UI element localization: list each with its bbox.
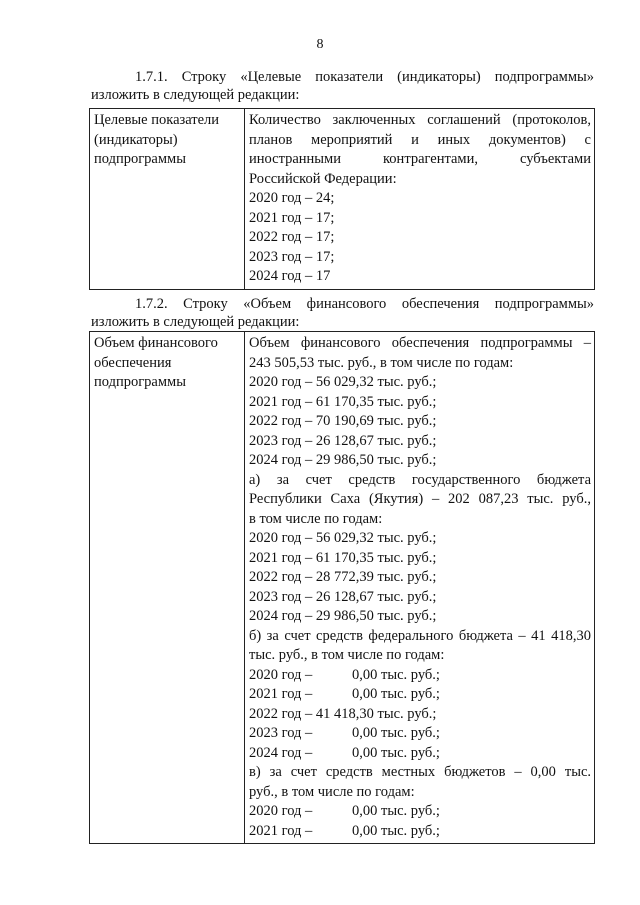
paragraph-line: 1.7.2. Строку «Объем финансового обеспечения подпрограммы» <box>135 296 594 312</box>
year-amount: 0,00 тыс. руб.; <box>352 725 440 741</box>
paragraph-line: изложить в следующей редакции: <box>91 314 300 330</box>
year-line <box>249 705 591 725</box>
year-label: 2020 год – <box>249 666 313 683</box>
value-line: 2023 год – 17; <box>249 248 335 265</box>
year-label: 2022 год – 41 418,30 тыс. руб.; <box>249 705 437 722</box>
paragraph-line: изложить в следующей редакции: <box>91 87 300 103</box>
indicators-table <box>89 108 595 290</box>
value-line: Количество заключенных соглашений (протоколов, <box>249 112 591 128</box>
value-line: 2024 год – 17 <box>249 268 331 284</box>
value-line: 2020 год – 56 029,32 тыс. руб.; <box>249 530 437 546</box>
value-line: 243 505,53 тыс. руб., в том числе по годам: <box>249 354 514 371</box>
year-line <box>249 744 591 764</box>
value-line: 2022 год – 17; <box>249 229 335 245</box>
row-label-line: подпрограммы <box>94 151 186 167</box>
paragraph-line: 1.7.1. Строку «Целевые показатели (индикаторы) подпрограммы» <box>135 69 594 85</box>
value-line: тыс. руб., в том числе по годам: <box>249 647 445 663</box>
year-label: 2021 год – <box>249 686 313 702</box>
value-line: 2024 год – 29 986,50 тыс. руб.; <box>249 452 437 468</box>
value-line: 2022 год – 28 772,39 тыс. руб.; <box>249 569 437 585</box>
value-line: планов мероприятий и иных документов) с <box>249 131 591 148</box>
row-value-cell <box>245 332 595 844</box>
row-label-line: обеспечения <box>94 354 172 371</box>
year-label: 2021 год – <box>249 822 313 839</box>
value-line: б) за счет средств федерального бюджета – 41 418,30 <box>249 627 591 644</box>
year-line <box>249 802 591 822</box>
value-line: 2021 год – 61 170,35 тыс. руб.; <box>249 393 437 410</box>
value-line: а) за счет средств государственного бюджета <box>249 471 591 488</box>
year-amount: 0,00 тыс. руб.; <box>352 686 440 702</box>
value-line: руб., в том числе по годам: <box>249 783 415 800</box>
year-line <box>249 666 591 686</box>
row-label-line: Объем финансового <box>94 335 218 351</box>
value-line: 2024 год – 29 986,50 тыс. руб.; <box>249 608 437 624</box>
value-line: в том числе по годам: <box>249 510 383 527</box>
year-amount: 0,00 тыс. руб.; <box>352 744 440 761</box>
value-line: Российской Федерации: <box>249 170 397 187</box>
year-line <box>249 822 591 842</box>
row-label-line: Целевые показатели <box>94 112 220 128</box>
value-line: в) за счет средств местных бюджетов – 0,00 тыс. <box>249 764 591 780</box>
value-line: 2020 год – 24; <box>249 190 335 206</box>
value-line: 2020 год – 56 029,32 тыс. руб.; <box>249 374 437 390</box>
row-label-line: (индикаторы) <box>94 131 178 148</box>
value-line: 2022 год – 70 190,69 тыс. руб.; <box>249 413 437 429</box>
year-line <box>249 724 591 744</box>
paragraph-1-7-2 <box>91 295 594 331</box>
year-amount: 0,00 тыс. руб.; <box>352 803 440 819</box>
value-line: 2023 год – 26 128,67 тыс. руб.; <box>249 588 437 605</box>
year-label: 2024 год – <box>249 744 313 761</box>
page-number: 8 <box>316 37 324 52</box>
row-label-cell <box>90 332 245 844</box>
year-label: 2020 год – <box>249 803 313 819</box>
year-label: 2023 год – <box>249 725 313 741</box>
row-label-line: подпрограммы <box>94 374 186 390</box>
value-line: Республики Саха (Якутия) – 202 087,23 тыс. руб., <box>249 491 591 507</box>
row-value-cell <box>245 109 595 290</box>
row-label-cell <box>90 109 245 290</box>
table-row <box>90 109 595 290</box>
value-line: иностранными контрагентами, субъектами <box>249 151 591 167</box>
table-row <box>90 332 595 844</box>
year-amount: 0,00 тыс. руб.; <box>352 666 440 683</box>
year-line <box>249 685 591 705</box>
value-line: 2023 год – 26 128,67 тыс. руб.; <box>249 432 437 449</box>
value-line: Объем финансового обеспечения подпрограммы – <box>249 335 591 351</box>
value-line: 2021 год – 17; <box>249 209 335 226</box>
financing-table <box>89 331 595 844</box>
year-amount: 0,00 тыс. руб.; <box>352 822 440 839</box>
value-line: 2021 год – 61 170,35 тыс. руб.; <box>249 549 437 566</box>
paragraph-1-7-1 <box>91 68 594 104</box>
